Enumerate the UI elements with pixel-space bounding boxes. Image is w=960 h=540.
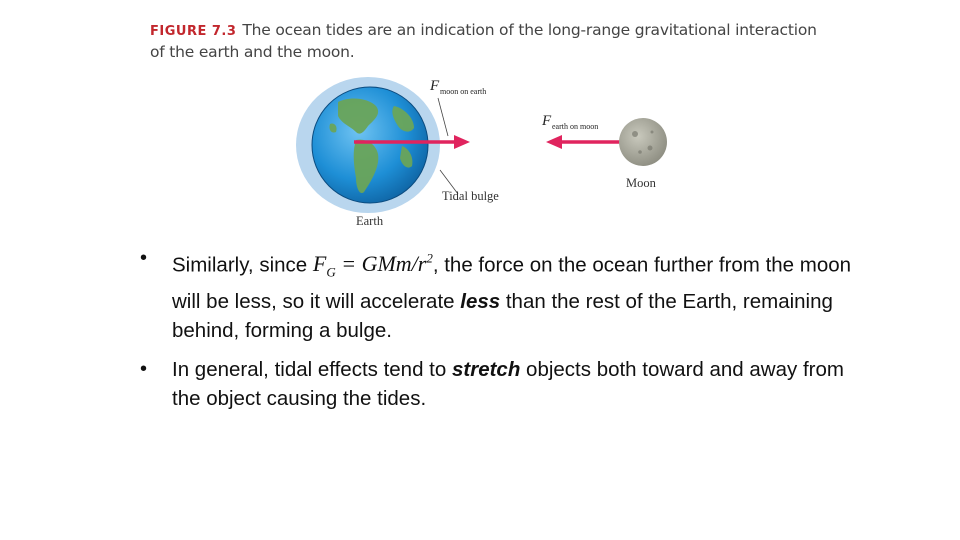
bullet-glyph: • xyxy=(140,357,148,380)
bullet-2-emphasis: stretch xyxy=(451,357,521,381)
force-moon-on-earth-symbol: F xyxy=(430,78,440,94)
force-moon-on-earth-subscript: moon on earth xyxy=(440,87,487,96)
formula-sup: 2 xyxy=(426,251,433,266)
tidal-figure xyxy=(290,70,690,235)
bullet-1-emphasis: less xyxy=(460,289,501,313)
bullet-2-lead: In general, tidal effects tend to xyxy=(172,357,452,381)
force-earth-on-moon-subscript: earth on moon xyxy=(552,122,599,131)
moon-globe xyxy=(619,118,667,166)
force-arrow-earth-on-moon xyxy=(546,135,622,149)
bullet-item-1 xyxy=(140,244,860,345)
moon-label: Moon xyxy=(626,176,656,190)
bullet-glyph: • xyxy=(140,247,148,269)
formula-eq: = GMm/r xyxy=(335,251,427,277)
formula-sub: G xyxy=(326,264,336,280)
formula-f: F xyxy=(312,251,327,277)
bullet-1-end: than the rest of the Earth, remaining behind, forming a bulge. xyxy=(172,289,833,342)
leader-line-moon-on-earth xyxy=(438,98,448,136)
tidal-bulge-label: Tidal bulge xyxy=(442,189,499,203)
caption-text: The ocean tides are an indication of the long-range gravitational interaction of the earth and the moon. xyxy=(150,21,817,61)
figure-label: FIGURE 7.3 xyxy=(150,24,237,39)
bullet-2-end: objects both toward and away from the object causing the tides. xyxy=(172,357,844,410)
earth-label: Earth xyxy=(356,214,384,228)
bullet-item-2 xyxy=(140,355,860,413)
formula xyxy=(312,251,433,280)
force-earth-on-moon-symbol: F xyxy=(542,113,552,129)
bullet-1-lead: Similarly, since xyxy=(172,253,313,277)
figure-caption xyxy=(150,20,820,62)
bullet-1-tail: , the force on the ocean further from the moon will be less, so it will accelerate xyxy=(172,253,852,313)
bullet-list xyxy=(140,244,860,423)
tidal-diagram xyxy=(290,70,690,235)
